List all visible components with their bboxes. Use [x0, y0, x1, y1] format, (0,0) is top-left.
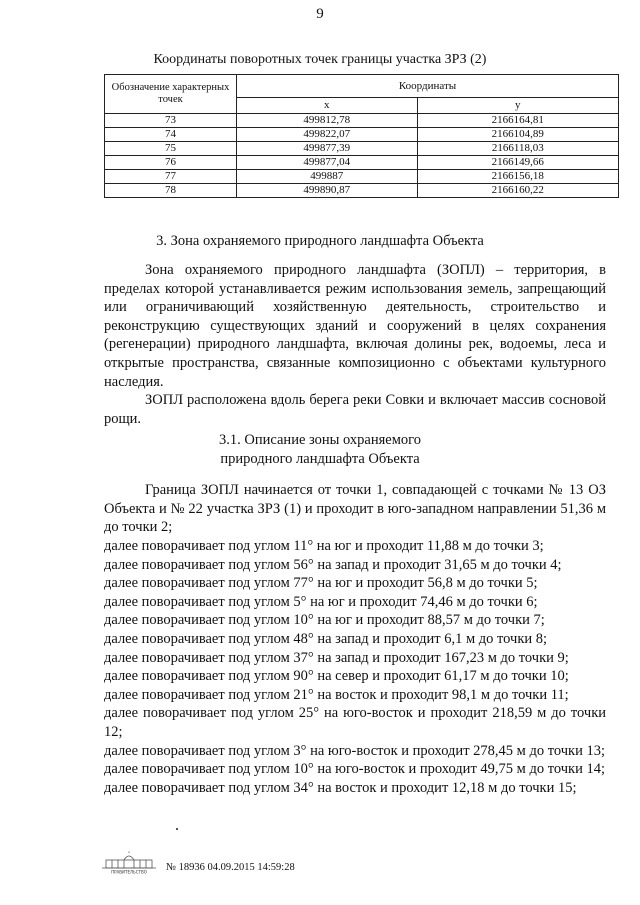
- page-number: 9: [316, 6, 324, 22]
- list-item: далее поворачивает под углом 25° на юго-восток и проходит 218,59 м до точки 12;: [104, 705, 606, 740]
- point-cell: 75: [105, 142, 237, 156]
- table-caption: Координаты поворотных точек границы участка ЗРЗ (2): [153, 52, 487, 67]
- x-cell: 499887: [237, 170, 418, 184]
- government-stamp-logo: [100, 851, 158, 875]
- column-header-x: х: [237, 98, 418, 114]
- list-item: далее поворачивает под углом 90° на север и проходит 61,17 м до точки 10;: [104, 668, 569, 685]
- list-item: далее поворачивает под углом 37° на запад и проходит 167,23 м до точки 9;: [104, 649, 569, 666]
- table-row: [105, 142, 619, 156]
- section-3-1-title-line-1: 3.1. Описание зоны охраняемого: [219, 432, 421, 448]
- column-header-designation: Обозначение характерных точек: [105, 75, 237, 114]
- list-item: далее поворачивает под углом 3° на юго-восток и проходит 278,45 м до точки 13;: [104, 742, 605, 759]
- y-cell: 2166160,22: [417, 184, 618, 198]
- y-cell: 2166118,03: [417, 142, 618, 156]
- list-item: далее поворачивает под углом 10° на юг и проходит 88,57 м до точки 7;: [104, 612, 545, 629]
- point-cell: 73: [105, 114, 237, 128]
- table-row: [105, 156, 619, 170]
- list-item: далее поворачивает под углом 34° на восток и проходит 12,18 м до точки 15;: [104, 779, 577, 796]
- list-item: далее поворачивает под углом 10° на юго-восток и проходит 49,75 м до точки 14;: [104, 761, 605, 778]
- point-cell: 74: [105, 128, 237, 142]
- y-cell: 2166164,81: [417, 114, 618, 128]
- y-cell: 2166156,18: [417, 170, 618, 184]
- table-row: [105, 170, 619, 184]
- section-3-title: 3. Зона охраняемого природного ландшафта Объекта: [156, 233, 484, 249]
- point-cell: 78: [105, 184, 237, 198]
- list-item: далее поворачивает под углом 48° на запад и проходит 6,1 м до точки 8;: [104, 630, 548, 647]
- x-cell: 499877,39: [237, 142, 418, 156]
- list-item: далее поворачивает под углом 5° на юг и проходит 74,46 м до точки 6;: [104, 593, 538, 610]
- table-row: [105, 128, 619, 142]
- table-row: [105, 114, 619, 128]
- x-cell: 499877,04: [237, 156, 418, 170]
- y-cell: 2166104,89: [417, 128, 618, 142]
- document-registration-number: № 18936 04.09.2015 14:59:28: [166, 862, 295, 873]
- section-3-1-title: [0, 431, 640, 469]
- column-header-coordinates: Координаты: [237, 75, 619, 98]
- x-cell: 499822,07: [237, 128, 418, 142]
- point-cell: 77: [105, 170, 237, 184]
- list-item: далее поворачивает под углом 77° на юг и проходит 56,8 м до точки 5;: [104, 575, 538, 592]
- boundary-steps-list: [104, 537, 606, 797]
- section-3-paragraph-2: ЗОПЛ расположена вдоль берега реки Совки и включает массив сосновой рощи.: [104, 392, 606, 427]
- list-item: далее поворачивает под углом 56° на запад и проходит 31,65 м до точки 4;: [104, 556, 562, 573]
- table-row: [105, 184, 619, 198]
- point-cell: 76: [105, 156, 237, 170]
- stamp-caption: ПРАВИТЕЛЬСТВО: [111, 869, 147, 875]
- x-cell: 499812,78: [237, 114, 418, 128]
- stray-mark: [176, 828, 178, 830]
- section-3-1-intro: Граница ЗОПЛ начинается от точки 1, совпадающей с точками № 13 ОЗ Объекта и № 22 участка ЗРЗ (1) и проходит в юго-западном направлении 51,36 м до точки 2;: [104, 482, 606, 536]
- section-3-1-title-line-2: природного ландшафта Объекта: [220, 451, 420, 467]
- coordinates-table: [104, 74, 619, 198]
- column-header-y: у: [417, 98, 618, 114]
- y-cell: 2166149,66: [417, 156, 618, 170]
- x-cell: 499890,87: [237, 184, 418, 198]
- section-3-paragraph-1: Зона охраняемого природного ландшафта (ЗОПЛ) – территория, в пределах которой устанавливается режим использования земель, запрещающий или ограничивающий хозяйственную деятельность, строительство и реконструкцию существующих зданий и сооружений в целях сохранения (регенерации) природного ландшафта, включая долины рек, водоемы, леса и открытые пространства, связанные композиционно с объектами культурного наследия.: [104, 262, 606, 390]
- list-item: далее поворачивает под углом 11° на юг и проходит 11,88 м до точки 3;: [104, 538, 544, 554]
- list-item: далее поворачивает под углом 21° на восток и проходит 98,1 м до точки 11;: [104, 686, 569, 703]
